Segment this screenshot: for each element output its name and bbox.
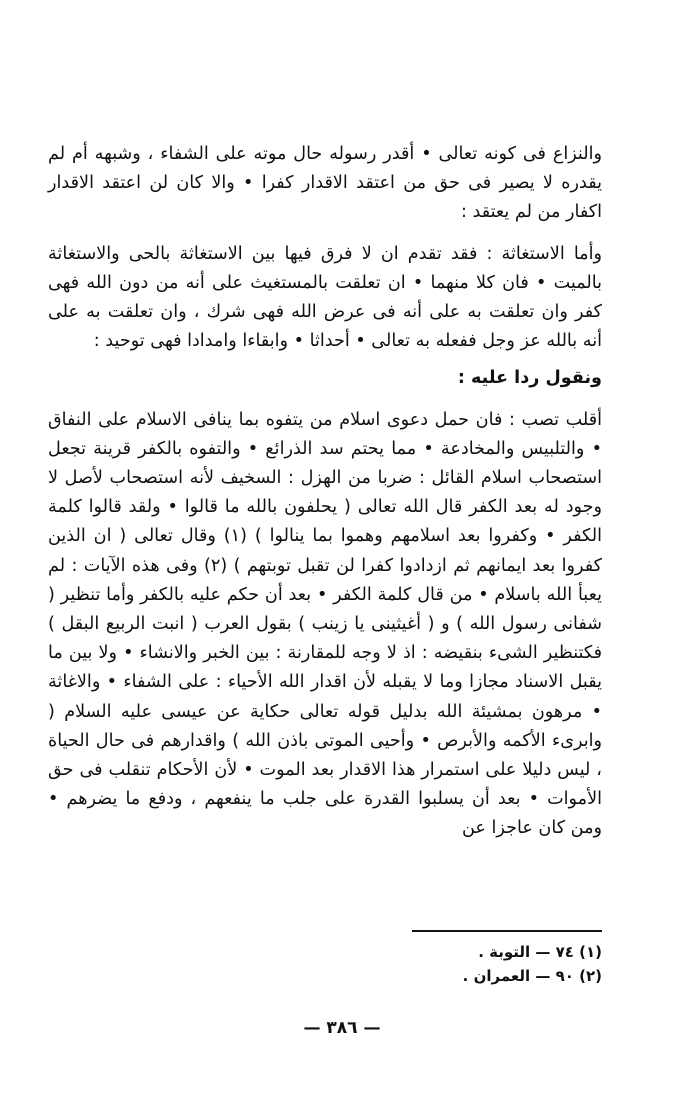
footnote-2: (٢) ٩٠ — العمران .: [462, 967, 602, 985]
footnotes: [302, 940, 602, 988]
page-number: — ٣٨٦ —: [303, 1018, 381, 1038]
section-heading: ونقول ردا عليه :: [457, 368, 602, 389]
footnote-1: (١) ٧٤ — التوبة .: [478, 943, 602, 961]
paragraph-istighatha: وأما الاستغاثة : فقد تقدم ان لا فرق فيها بين الاستغاثة بالحى والاستغاثة بالميت • فان كلا منهما • ان تعلقت بالمستغيث على أنه من دون الله فهى كفر وان تعلقت به على أنه فى عرض الله فهى شرك ، وان تعلقت به على أنه بالله عز وجل ففعله به تعالى • أحداثا • وابقاءا وامدادا فهى توحيد :: [48, 243, 602, 352]
paragraph-nizaa: والنزاع فى كونه تعالى • أقدر رسوله حال موته على الشفاء ، وشبهه أم لم يقدره لا يصير فى حق من اعتقد الاقدار كفرا • والا كان لن اعتقد الاقدار اكفار من لم يعتقد :: [48, 144, 602, 223]
page-body: [48, 140, 602, 844]
paragraph-reply: أقلب تصب : فان حمل دعوى اسلام من يتفوه بما ينافى الاسلام على النفاق • والتلبيس والمخادعة • مما يحتم سد الذرائع • والتفوه بالكفر قرينة تجعل استصحاب اسلام القائل : ضربا من الهزل : السخيف لأنه استصحاب لأصل لا وجود له بعد الكفر قال الله تعالى ( يحلفون بالله ما قالوا • ولقد قالوا كلمة الكفر • وكفروا بعد اسلامهم وهموا بما ينالوا ) (١) وقال تعالى ( ان الذين كفروا بعد ايمانهم ثم ازدادوا كفرا لن تقبل توبتهم ) (٢) وفى هذه الآيات : لم يعبأ الله باسلام • من قال كلمة الكفر • بعد أن حكم عليه بالكفر وأما تنظير ( شفانى رسول الله ) و ( أغيثينى يا زينب ) بقول العرب ( انبت الربيع البقل ) فكتنظير الشىء بنقيضه : اذ لا وجه للمقارنة : بين الخبر والانشاء • ولا بين ما يقبل الاسناد مجازا وما لا يقبله لأن اقدار الله الأحياء : على الشفاء • والاغاثة • مرهون بمشيئة الله بدليل قوله تعالى حكاية عن عيسى عليه السلام ( وابرىء الأكمه والأبرص • وأحيى الموتى باذن الله ) واقدارهم فى حال الحياة ، ليس دليلا على استمرار هذا الاقدار بعد الموت • لأن الأحكام تنقلب فى حق الأموات • بعد أن يسلبوا القدرة على جلب ما ينفعهم ، ودفع ما يضرهم • ومن كان عاجزا عن: [48, 409, 602, 839]
footnote-divider: [412, 930, 602, 932]
